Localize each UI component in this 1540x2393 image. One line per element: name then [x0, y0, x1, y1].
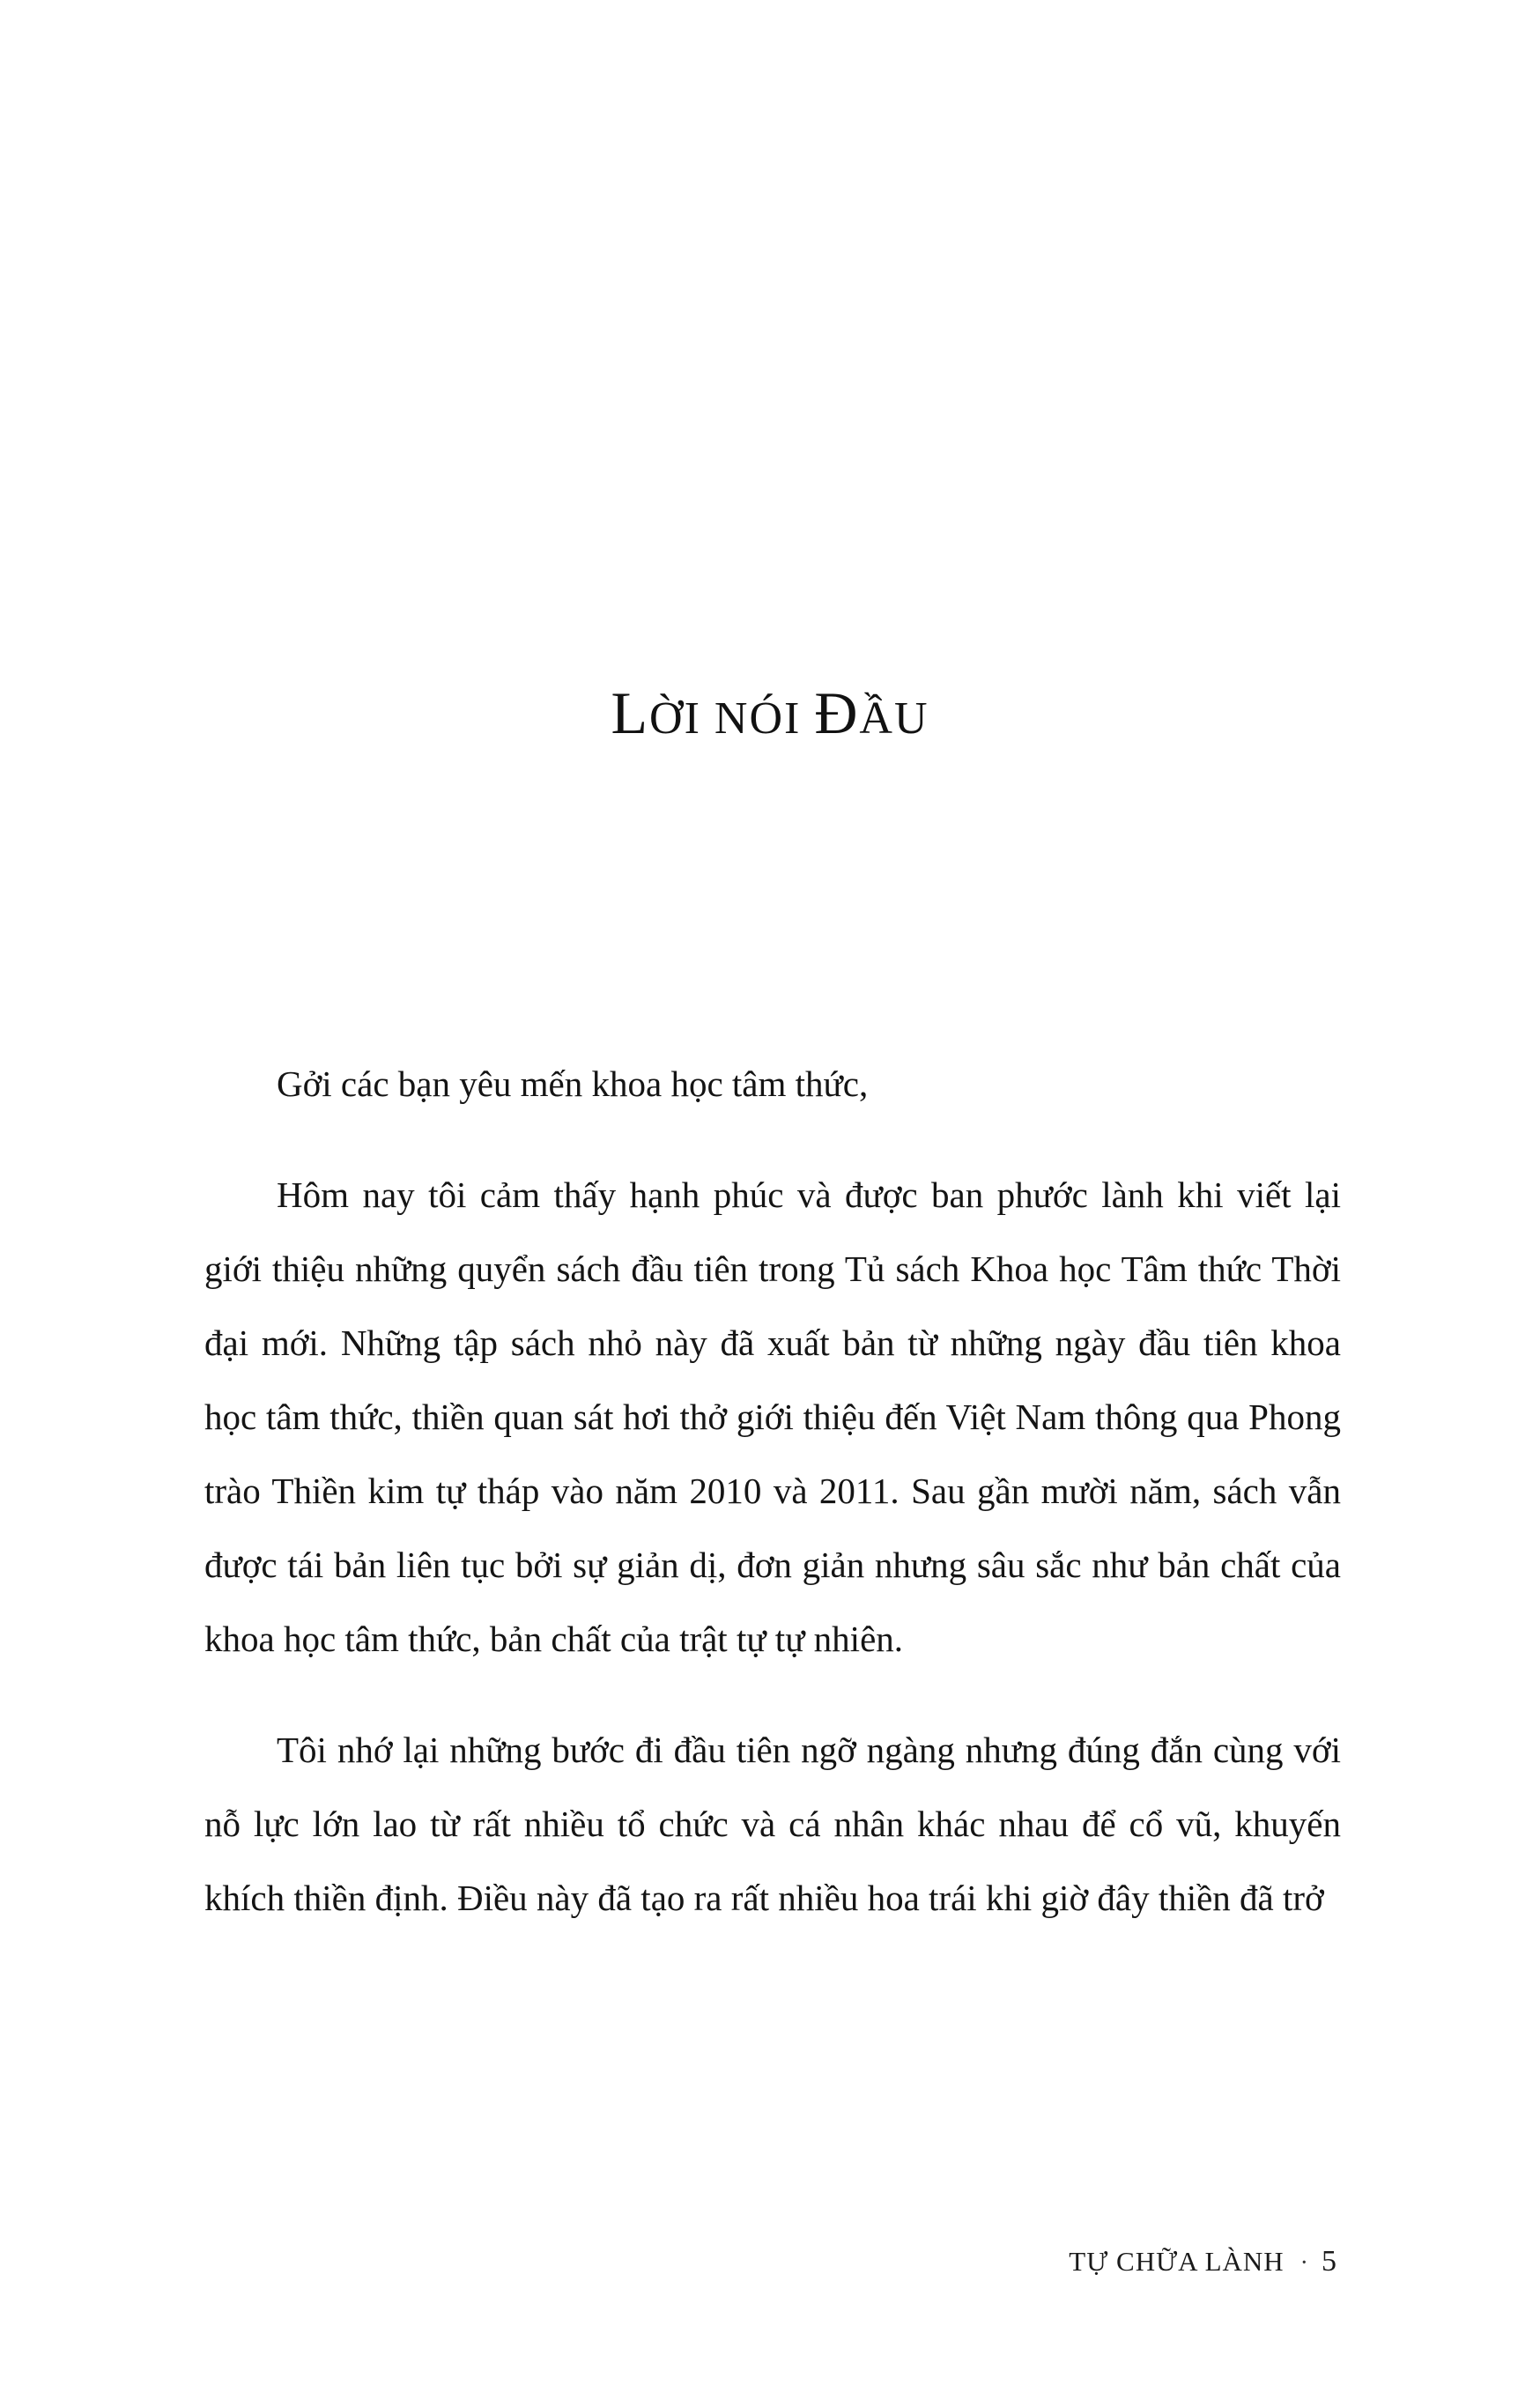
paragraph-memory: Tôi nhớ lại những bước đi đầu tiên ngỡ ngàng nhưng đúng đắn cùng với nỗ lực lớn lao từ rất nhiều tổ chức và cá nhân khác nhau để cổ vũ, khuyến khích thiền định. Điều này đã tạo ra rất nhiều hoa trái khi giờ đây thiền đã trở — [204, 1730, 1341, 1918]
paragraph-greeting: Gởi các bạn yêu mến khoa học tâm thức, — [277, 1063, 869, 1104]
paragraph-intro: Hôm nay tôi cảm thấy hạnh phúc và được ban phước lành khi viết lại giới thiệu những quyển sách đầu tiên trong Tủ sách Khoa học Tâm thức Thời đại mới. Những tập sách nhỏ này đã xuất bản từ những ngày đầu tiên khoa học tâm thức, thiền quan sát hơi thở giới thiệu đến Việt Nam thông qua Phong trào Thiền kim tự tháp vào năm 2010 và 2011. Sau gần mười năm, sách vẫn được tái bản liên tục bởi sự giản dị, đơn giản nhưng sâu sắc như bản chất của khoa học tâm thức, bản chất của trật tự tự nhiên. — [204, 1174, 1341, 1659]
footer-book-title: TỰ CHỮA LÀNH — [1069, 2246, 1285, 2277]
footer-page-number: 5 — [1322, 2245, 1337, 2278]
page-footer — [1069, 2245, 1337, 2278]
title-initial-1: L — [611, 679, 650, 746]
title-smallcaps-1: ỜI NÓI — [649, 693, 815, 744]
body-text-block — [204, 1047, 1341, 1935]
title-smallcaps-2: ẦU — [859, 693, 929, 744]
page-title — [0, 678, 1540, 748]
footer-separator: · — [1299, 2249, 1309, 2277]
title-initial-2: Đ — [814, 679, 860, 746]
